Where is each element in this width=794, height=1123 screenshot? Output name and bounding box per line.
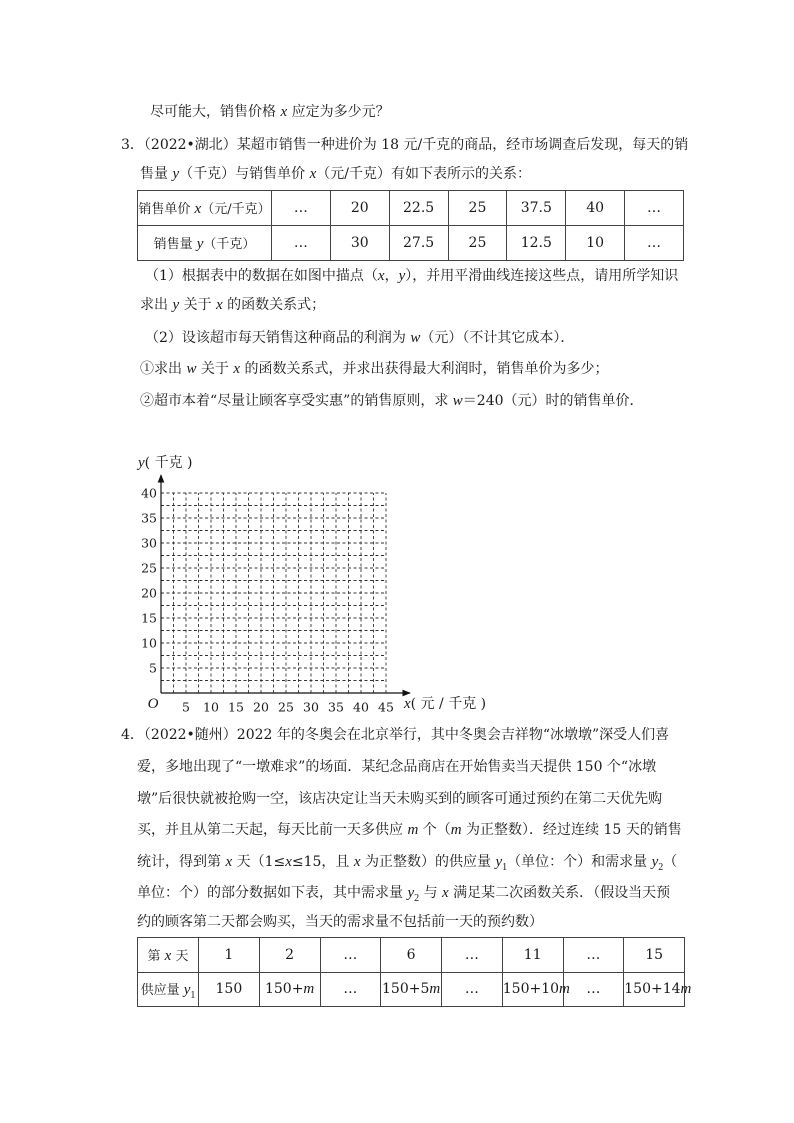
day-cell: … (320, 938, 381, 973)
text-run: 尽可能大，销售价格 (150, 104, 281, 120)
text-run: 售量 (140, 166, 173, 182)
text-run: 为正整数）的供应量 (360, 854, 496, 870)
coordinate-grid (120, 445, 490, 717)
price-cell: 20 (330, 191, 389, 226)
intro-line (150, 102, 390, 122)
grid (161, 493, 386, 693)
x-tick-label: 30 (303, 699, 319, 715)
quantity-row-label (138, 226, 272, 261)
x-tick-label: 25 (278, 699, 294, 715)
question2-line (145, 328, 574, 348)
x-tick-label: 15 (228, 699, 244, 715)
quantity-cell: 27.5 (389, 226, 448, 261)
text-run: 天（1≤ (232, 854, 286, 870)
variable-y: y (651, 854, 659, 870)
text-run: 个（ (418, 822, 451, 838)
variable-y: y (495, 854, 503, 870)
text-run: ①求出 (140, 361, 187, 377)
text-run: 150+5 (382, 980, 430, 997)
text-run: ≤15，且 (291, 854, 354, 870)
text-run: 150+14 (624, 980, 681, 997)
supply-row-label (138, 972, 199, 1007)
variable-x: x (377, 268, 385, 284)
y-tick-label: 40 (141, 485, 157, 501)
day-cell: 1 (199, 938, 260, 973)
problem4-line1: 4．（2022•随州）2022 年的冬奥会在北京举行，其中冬奥会吉祥物“冰墩墩”深受人们喜 (121, 727, 670, 743)
quantity-row (138, 226, 684, 261)
y-tick-label: 5 (149, 660, 157, 676)
text-run: （千克） (203, 237, 256, 252)
text-run: 天 (171, 948, 189, 964)
supply-cell (442, 972, 503, 1007)
problem4-line2: 爱，多地出现了“一墩难求”的场面．某纪念品商店在开始售卖当天提供 150 个“冰墩 (137, 759, 657, 775)
text-run: ＝240（元）时的销售单价． (462, 393, 644, 409)
text-run: 销售量 (153, 237, 197, 252)
variable-x: x (164, 947, 172, 964)
variable-x: x (442, 885, 449, 901)
text-run: ， (384, 268, 399, 284)
question1-line2 (140, 295, 325, 315)
quantity-cell: 25 (448, 226, 507, 261)
day-cell: 11 (502, 938, 563, 973)
price-cell: 40 (566, 191, 625, 226)
quantity-cell: … (625, 226, 684, 261)
y-axis-label (136, 454, 193, 471)
day-row (138, 938, 685, 973)
text-run: （元/千克） (201, 202, 271, 217)
problem4-line3: 墩”后很快就被抢购一空，该店决定让当天未购买到的顾客可通过预约在第二天优先购 (137, 791, 663, 807)
variable-x: x (285, 854, 292, 870)
price-row (138, 191, 684, 226)
day-row-label (138, 938, 199, 973)
text-run: 销售单价 (138, 202, 195, 217)
day-cell: 6 (381, 938, 442, 973)
supply-cell (381, 972, 442, 1007)
price-cell: … (272, 191, 331, 226)
y-axis-unit: ( 千克 ) (144, 455, 193, 471)
text-run: 应定为多少元？ (287, 104, 390, 120)
problem3-line1: 3．（2022•湖北）某超市销售一种进价为 18 元/千克的商品，经市场调查后发现，每天的销 (121, 137, 689, 153)
quantity-cell: 10 (566, 226, 625, 261)
variable-y: y (407, 885, 415, 901)
variable-x: x (194, 201, 202, 217)
quantity-cell: 30 (330, 226, 389, 261)
text-run: 的函数关系式，并求出获得最大利润时，销售单价为多少； (240, 361, 609, 377)
supply-row (138, 972, 685, 1007)
text-run: 的函数关系式； (222, 297, 326, 313)
variable-y: y (172, 297, 180, 313)
question1-line1 (145, 266, 678, 286)
x-axis-unit: ( 元 / 千克 ) (410, 696, 487, 712)
text-run: 统计，得到第 (137, 854, 226, 870)
text-run: 150 (215, 980, 243, 997)
question2-part2 (140, 391, 644, 411)
text-run: 150+ (264, 980, 304, 997)
price-cell: 22.5 (389, 191, 448, 226)
text-run: （元）（不计其它成本）． (420, 330, 575, 346)
price-quantity-table (137, 190, 684, 261)
supply-cell (502, 972, 570, 1007)
variable-x: x (309, 166, 317, 182)
text-run: 买，并且从第二天起，每天比前一天多供应 (137, 822, 408, 838)
day-cell: … (442, 938, 503, 973)
problem4-line4 (137, 820, 682, 840)
subscript: 1 (502, 862, 508, 873)
variable-y: y (398, 268, 406, 284)
text-run: （2）设该超市每天销售这种商品的利润为 (145, 330, 411, 346)
quantity-cell: … (272, 226, 331, 261)
x-tick-label: 20 (253, 699, 269, 715)
y-tick-label: 35 (141, 510, 157, 526)
x-tick-label: 45 (378, 699, 394, 715)
text-run: 为正整数）．经过连续 15 天的销售 (461, 822, 682, 838)
problem4-line5 (137, 852, 677, 872)
text-run: （ (663, 854, 678, 870)
y-tick-label: 25 (141, 560, 157, 576)
subscript: 1 (190, 990, 196, 1002)
variable-x: x (233, 361, 241, 377)
problem4-line7: 约的顾客第二天都会购买，当天的需求量不包括前一天的预约数） (137, 914, 543, 930)
variable-m: m (303, 980, 315, 997)
supply-cell (563, 972, 624, 1007)
text-run: … (464, 980, 479, 997)
text-run: … (343, 980, 358, 997)
variable-y: y (196, 236, 204, 252)
y-tick-label: 15 (141, 610, 157, 626)
text-run: 满足某二次函数关系．（假设当天预 (448, 885, 671, 901)
y-tick-label: 30 (141, 535, 157, 551)
day-cell: 15 (624, 938, 685, 973)
variable-y: y (138, 455, 145, 471)
variable-w: w (186, 361, 197, 377)
price-cell: 37.5 (507, 191, 566, 226)
text-run: （1）根据表中的数据在如图中描点（ (145, 268, 378, 284)
variable-w: w (410, 330, 421, 346)
text-run: … (586, 980, 601, 997)
text-run: 关于 (196, 361, 234, 377)
variable-x: x (225, 854, 233, 870)
x-axis-label (403, 695, 486, 712)
quantity-cell: 12.5 (507, 226, 566, 261)
text-run: ），并用平滑曲线连接这些点，请用所学知识 (405, 268, 679, 284)
question2-part1 (140, 359, 609, 379)
subscript: 2 (658, 862, 664, 873)
variable-m: m (559, 980, 570, 997)
text-run: 150+10 (502, 980, 560, 997)
variable-m: m (429, 980, 441, 997)
problem3-line2 (140, 164, 531, 184)
text-run: 与 (419, 885, 443, 901)
variable-y: y (183, 982, 191, 999)
y-tick-label: 10 (141, 635, 157, 651)
variable-y: y (172, 166, 180, 182)
x-tick-label: 35 (328, 699, 344, 715)
problem4-line6 (137, 883, 670, 903)
text-run: （单位：个）和需求量 (507, 854, 652, 870)
text-run: （千克）与销售单价 (179, 166, 310, 182)
text-run: 求出 (140, 297, 173, 313)
day-cell: … (563, 938, 624, 973)
variable-m: m (407, 822, 419, 838)
day-cell: 2 (259, 938, 320, 973)
supply-cell (199, 972, 260, 1007)
x-tick-label: 40 (353, 699, 369, 715)
price-cell: … (625, 191, 684, 226)
y-tick-label: 20 (141, 585, 157, 601)
text-run: 关于 (179, 297, 217, 313)
supply-cell (320, 972, 381, 1007)
price-row-label (138, 191, 272, 226)
text-run: 供应量 (140, 983, 184, 999)
supply-cell (259, 972, 320, 1007)
text-run: （元/千克）有如下表所示的关系： (316, 166, 531, 182)
variable-m: m (450, 822, 462, 838)
variable-w: w (452, 393, 463, 409)
text-run: ②超市本着“尽量让顾客享受实惠”的销售原则，求 (140, 393, 453, 409)
text-run: 单位：个）的部分数据如下表，其中需求量 (137, 885, 408, 901)
price-cell: 25 (448, 191, 507, 226)
text-run: 第 (147, 948, 165, 964)
variable-x: x (353, 854, 361, 870)
subscript: 2 (414, 893, 420, 904)
variable-x: x (216, 297, 223, 313)
x-tick-label: 5 (182, 699, 190, 715)
x-tick-label: 10 (203, 699, 219, 715)
variable-m: m (680, 980, 692, 997)
variable-x: x (404, 696, 411, 712)
origin-label: O (147, 696, 159, 712)
variable-x: x (280, 104, 288, 120)
supply-table (137, 937, 692, 1007)
supply-cell (624, 972, 692, 1007)
